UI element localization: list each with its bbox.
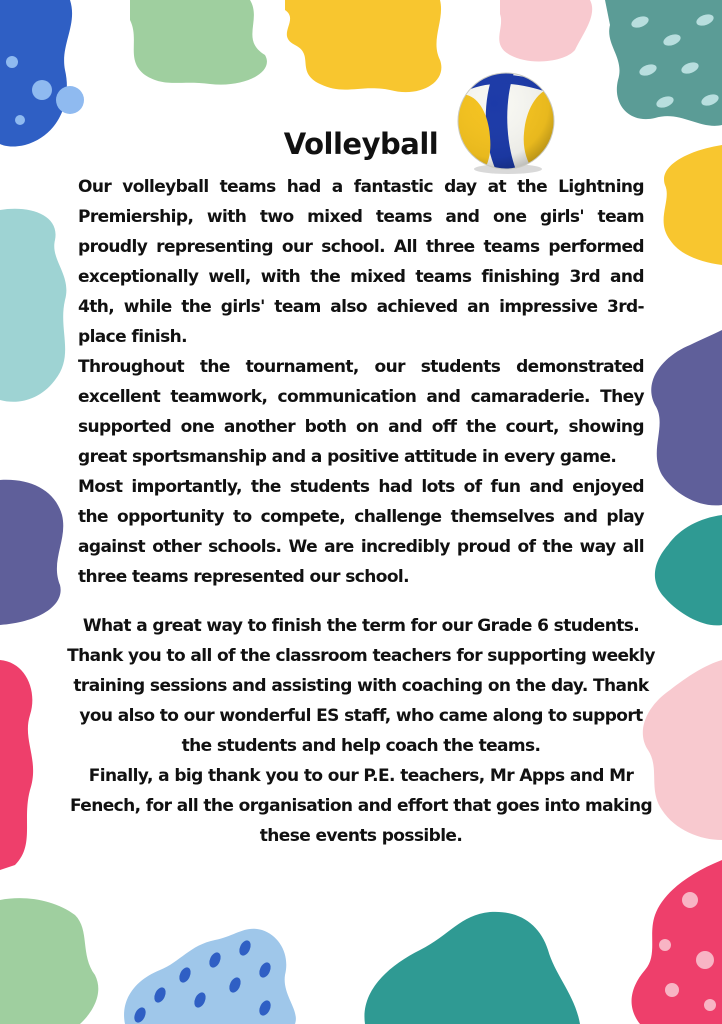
closing-thanks bbox=[66, 611, 656, 851]
paragraph-fun: Most importantly, the students had lots of fun and enjoyed the opportunity to compete, challenge themselves and play against other schools. We are incredibly proud of the way all three teams represented our school. bbox=[78, 477, 644, 587]
article-body bbox=[78, 172, 644, 592]
closing-paragraph-pe: Finally, a big thank you to our P.E. teachers, Mr Apps and Mr Fenech, for all the organisation and effort that goes into making these events possible. bbox=[69, 766, 653, 846]
page-title: Volleyball bbox=[283, 127, 439, 161]
paragraph-intro: Our volleyball teams had a fantastic day at the Lightning Premiership, with two mixed teams and one girls' team proudly representing our school. All three teams performed exceptionally well, with the mixed teams finishing 3rd and 4th, while the girls' team also achieved an impressive 3rd-place finish. bbox=[78, 177, 644, 347]
paragraph-teamwork: Throughout the tournament, our students demonstrated excellent teamwork, communication and camaraderie. They supported one another both on and off the court, showing great sportsmanship and a positive attitude in every game. bbox=[78, 357, 644, 467]
closing-paragraph-thanks: What a great way to finish the term for our Grade 6 students. Thank you to all of the classroom teachers for supporting weekly training sessions and assisting with coaching on the day. Thank you also to our wonderful ES staff, who came along to support the students and help coach the teams. bbox=[67, 616, 655, 756]
volleyball-icon bbox=[452, 67, 560, 175]
